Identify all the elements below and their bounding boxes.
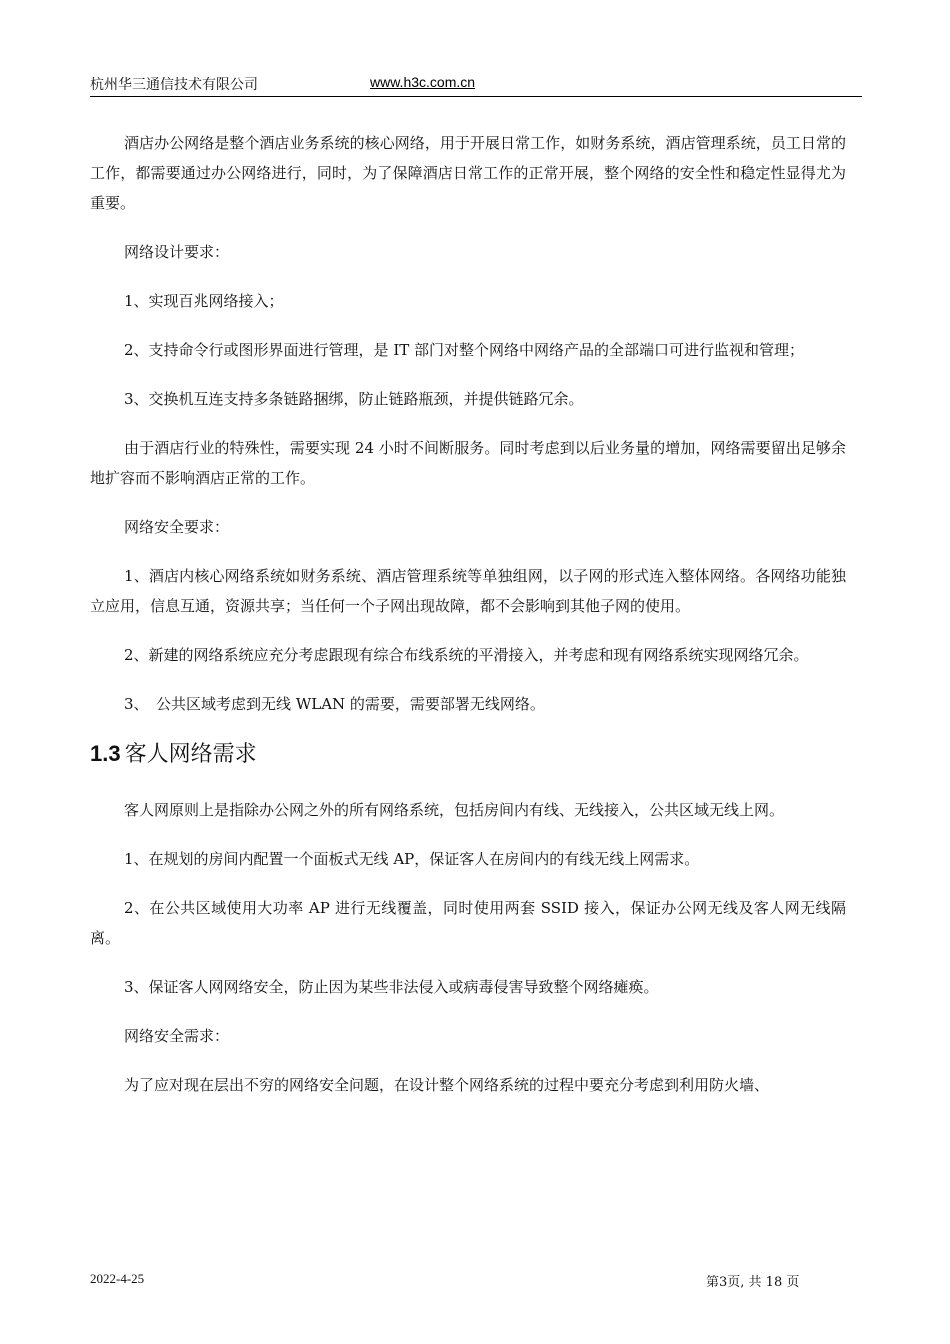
paragraph-guest-security-title: 网络安全需求： xyxy=(124,1027,230,1045)
document-body xyxy=(90,128,846,1119)
paragraph-guest-security-text: 为了应对现在层出不穷的网络安全问题，在设计整个网络系统的过程中要充分考虑到利用防火墙、 xyxy=(124,1076,770,1094)
paragraph-security-req-1: 1、酒店内核心网络系统如财务系统、酒店管理系统等单独组网，以子网的形式连入整体网络。各网络功能独立应用，信息互通，资源共享；当任何一个子网出现故障，都不会影响到其他子网的使用。 xyxy=(90,567,846,615)
paragraph-security-requirements-title: 网络安全要求： xyxy=(124,518,230,536)
paragraph-guest-network-intro: 客人网原则上是指除办公网之外的所有网络系统，包括房间内有线、无线接入，公共区域无线上网。 xyxy=(124,801,785,819)
header-rule xyxy=(90,96,862,97)
paragraph-security-req-2: 2、新建的网络系统应充分考虑跟现有综合布线系统的平滑接入，并考虑和现有网络系统实现网络冗余。 xyxy=(124,646,809,664)
website-link[interactable]: www.h3c.com.cn xyxy=(370,74,476,90)
section-title: 客人网络需求 xyxy=(124,742,257,767)
paragraph-industry-note: 由于酒店行业的特殊性，需要实现 24 小时不间断服务。同时考虑到以后业务量的增加，网络需要留出足够余地扩容而不影响酒店正常的工作。 xyxy=(90,439,846,487)
page-header xyxy=(90,74,862,96)
paragraph-guest-req-3: 3、保证客人网网络安全，防止因为某些非法侵入或病毒侵害导致整个网络瘫痪。 xyxy=(124,978,659,996)
paragraph-design-requirements-title: 网络设计要求： xyxy=(124,243,230,261)
paragraph-design-req-1: 1、实现百兆网络接入； xyxy=(124,292,284,310)
section-heading xyxy=(90,738,846,771)
paragraph-guest-req-1: 1、在规划的房间内配置一个面板式无线 AP，保证客人在房间内的有线无线上网需求。 xyxy=(124,850,700,868)
section-number: 1.3 xyxy=(90,741,121,766)
footer-page-number: 第3页, 共 18 页 xyxy=(706,1275,800,1290)
company-name: 杭州华三通信技术有限公司 xyxy=(90,77,258,93)
paragraph-security-req-3: 3、 公共区域考虑到无线 WLAN 的需要，需要部署无线网络。 xyxy=(124,695,545,713)
paragraph-guest-req-2: 2、在公共区域使用大功率 AP 进行无线覆盖，同时使用两套 SSID 接入，保证办公网无线及客人网无线隔离。 xyxy=(90,899,846,947)
paragraph-design-req-2: 2、支持命令行或图形界面进行管理，是 IT 部门对整个网络中网络产品的全部端口可进行监视和管理； xyxy=(124,341,805,359)
footer-date: 2022-4-25 xyxy=(90,1271,145,1286)
paragraph-design-req-3: 3、交换机互连支持多条链路捆绑，防止链路瓶颈，并提供链路冗余。 xyxy=(124,390,584,408)
paragraph-intro: 酒店办公网络是整个酒店业务系统的核心网络，用于开展日常工作，如财务系统，酒店管理系统，员工日常的工作，都需要通过办公网络进行，同时，为了保障酒店日常工作的正常开展，整个网络的安全性和稳定性显得尤为重要。 xyxy=(90,134,846,212)
